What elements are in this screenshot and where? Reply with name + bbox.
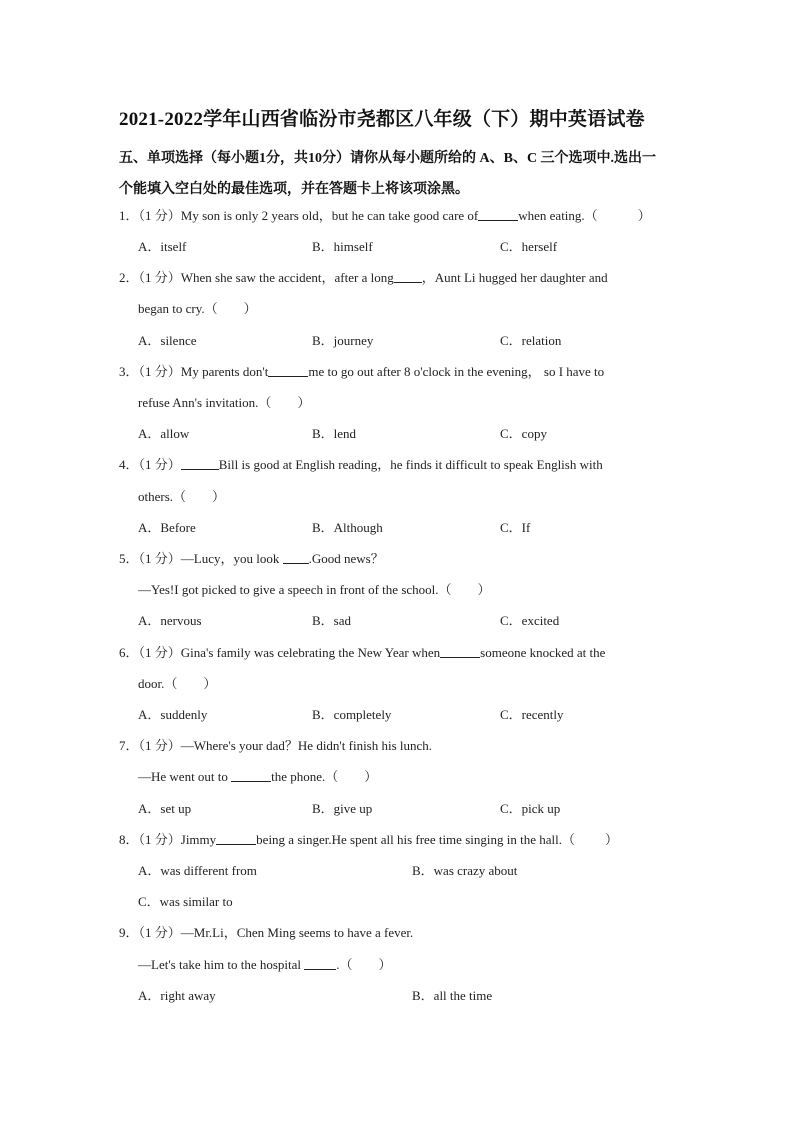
option-c[interactable]: C．recently xyxy=(500,707,564,722)
option-b[interactable]: B．completely xyxy=(312,707,392,722)
option-c[interactable]: C．If xyxy=(500,520,531,535)
question-7-cont: —He went out to the phone.（ ） xyxy=(138,769,378,784)
option-c[interactable]: C．pick up xyxy=(500,801,561,816)
answer-blank xyxy=(283,551,309,564)
question-4-cont: others.（ ） xyxy=(138,489,226,504)
option-b[interactable]: B．journey xyxy=(312,333,374,348)
option-c[interactable]: C．copy xyxy=(500,426,547,441)
option-b[interactable]: B．lend xyxy=(312,426,357,441)
answer-blank xyxy=(440,645,480,658)
question-9: 9．（1 分）—Mr.Li，Chen Ming seems to have a fever. xyxy=(119,925,414,940)
option-a[interactable]: A．was different from xyxy=(138,863,257,878)
option-b[interactable]: B．give up xyxy=(312,801,373,816)
option-a[interactable]: A．nervous xyxy=(138,613,202,628)
answer-blank xyxy=(231,769,271,782)
question-3: 3．（1 分）My parents don't me to go out after 8 o'clock in the evening， so I have to xyxy=(119,364,605,379)
option-b[interactable]: B．Although xyxy=(312,520,383,535)
option-b[interactable]: B．himself xyxy=(312,239,373,254)
question-7: 7．（1 分）—Where's your dad？He didn't finish his lunch. xyxy=(119,738,433,753)
section-line-2: 个能填入空白处的最佳选项，并在答题卡上将该项涂黑。 xyxy=(119,182,469,197)
question-4: 4．（1 分） Bill is good at English reading，he finds it difficult to speak English with xyxy=(119,457,603,472)
option-a[interactable]: A．suddenly xyxy=(138,707,208,722)
option-b[interactable]: B．sad xyxy=(312,613,352,628)
option-a[interactable]: A．silence xyxy=(138,333,197,348)
option-a[interactable]: A．allow xyxy=(138,426,190,441)
question-2-cont: began to cry.（ ） xyxy=(138,301,257,316)
option-b[interactable]: B．all the time xyxy=(412,988,493,1003)
options-7 xyxy=(138,793,698,824)
question-6: 6．（1 分）Gina's family was celebrating the New Year when someone knocked at the xyxy=(119,645,606,660)
options-5 xyxy=(138,605,698,636)
options-8-row-1 xyxy=(138,855,698,886)
question-8: 8．（1 分）Jimmy being a singer.He spent all his free time singing in the hall.（ ） xyxy=(119,832,618,847)
answer-blank xyxy=(181,457,219,470)
option-a[interactable]: A．Before xyxy=(138,520,196,535)
options-3 xyxy=(138,418,698,449)
options-8-row-2 xyxy=(138,886,698,917)
option-c[interactable]: C．excited xyxy=(500,613,560,628)
options-2 xyxy=(138,325,698,356)
option-a[interactable]: A．set up xyxy=(138,801,192,816)
question-5-cont: —Yes!I got picked to give a speech in front of the school.（ ） xyxy=(138,582,491,597)
question-5: 5．（1 分）—Lucy，you look .Good news？ xyxy=(119,551,384,566)
answer-blank xyxy=(268,364,308,377)
answer-blank xyxy=(478,208,518,221)
answer-blank xyxy=(304,957,336,970)
options-9 xyxy=(138,980,698,1011)
options-6 xyxy=(138,699,698,730)
question-3-cont: refuse Ann's invitation.（ ） xyxy=(138,395,311,410)
answer-blank xyxy=(216,832,256,845)
exam-title: 2021-2022学年山西省临汾市尧都区八年级（下）期中英语试卷 xyxy=(119,109,645,130)
section-instructions xyxy=(119,143,679,205)
option-c[interactable]: C．relation xyxy=(500,333,562,348)
options-4 xyxy=(138,512,698,543)
options-1 xyxy=(138,231,698,262)
section-line-1: 五、单项选择（每小题1分，共10分）请你从每小题所给的 A、B、C 三个选项中.选出一 xyxy=(119,151,657,166)
question-1: 1．（1 分）My son is only 2 years old，but he can take good care of when eating.（ ） xyxy=(119,208,651,223)
question-9-cont: —Let's take him to the hospital .（ ） xyxy=(138,957,392,972)
answer-blank xyxy=(394,270,422,283)
question-6-cont: door.（ ） xyxy=(138,676,217,691)
question-2: 2．（1 分）When she saw the accident，after a long ，Aunt Li hugged her daughter and xyxy=(119,270,608,285)
option-c[interactable]: C．herself xyxy=(500,239,558,254)
option-c[interactable]: C．was similar to xyxy=(138,894,233,909)
option-b[interactable]: B．was crazy about xyxy=(412,863,518,878)
option-a[interactable]: A．right away xyxy=(138,988,216,1003)
option-a[interactable]: A．itself xyxy=(138,239,187,254)
